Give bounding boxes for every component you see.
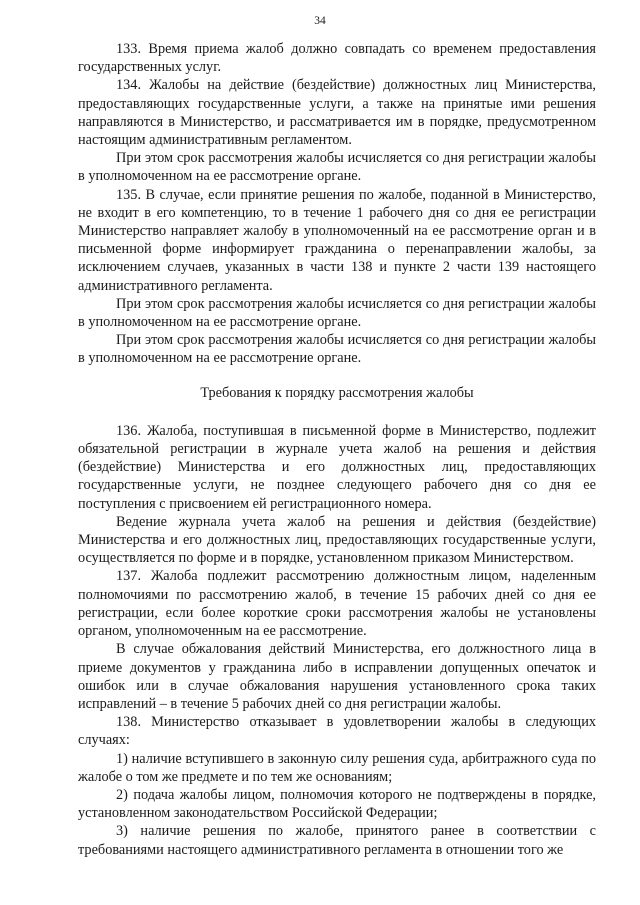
paragraph-135-term-repeat: При этом срок рассмотрения жалобы исчисляется со дня регистрации жалобы в уполномоченном на ее рассмотрение органе. — [78, 332, 596, 367]
paragraph-138-item-1: 1) наличие вступившего в законную силу решения суда, арбитражного суда по жалобе о том же предмете и по тем же основаниям; — [78, 750, 596, 785]
paragraph-135-term: При этом срок рассмотрения жалобы исчисляется со дня регистрации жалобы в уполномоченном на ее рассмотрение органе. — [78, 295, 596, 331]
page-number: 34 — [314, 15, 326, 27]
paragraph-138-item-3: 3) наличие решения по жалобе, принятого ранее в соответствии с требованиями настоящего административного регламента в отношении того же — [78, 823, 596, 858]
paragraph-133: 133. Время приема жалоб должно совпадать со временем предоставления государственных услуг. — [78, 41, 596, 76]
paragraph-137: 137. Жалоба подлежит рассмотрению должностным лицом, наделенным полномочиями по рассмотрению жалоб, в течение 15 рабочих дней со дня ее регистрации, если более короткие сроки рассмотрения жалобы не установлены органом, уполномоченным на ее рассмотрение. — [78, 568, 596, 640]
paragraph-136: 136. Жалоба, поступившая в письменной форме в Министерство, подлежит обязательной регистрации в журнале учета жалоб на решения и действия (бездействие) Министерства и его должностных лиц, предоставляющих государственные услуги, не позднее следующего рабочего дня со дня ее поступления с присвоением ей регистрационного номера. — [78, 422, 596, 512]
paragraph-137-appeal: В случае обжалования действий Министерства, его должностного лица в приеме документов у гражданина либо в исправлении допущенных опечаток и ошибок или в случае обжалования нарушения установленного срока таких исправлений – в течение 5 рабочих дней со дня регистрации жалобы. — [78, 641, 596, 712]
paragraph-135: 135. В случае, если принятие решения по жалобе, поданной в Министерство, не входит в его компетенцию, то в течение 1 рабочего дня со дня ее регистрации Министерство направляет жалобу в уполномоченный на ее рассмотрение орган и в письменной форме информирует гражданина о перенаправлении жалобы, за исключением случаев, указанных в части 138 и пункте 2 части 139 настоящего административного регламента. — [78, 186, 596, 294]
paragraph-136-journal: Ведение журнала учета жалоб на решения и действия (бездействие) Министерства и его должностных лиц, предоставляющих государственные услуги, осуществляется по форме и в порядке, установленном приказом Министерством. — [78, 513, 596, 567]
paragraph-138: 138. Министерство отказывает в удовлетворении жалобы в следующих случаях: — [78, 714, 596, 749]
paragraph-138-item-2: 2) подача жалобы лицом, полномочия которого не подтверждены в порядке, установленном законодательством Российской Федерации; — [78, 786, 596, 822]
section-heading: Требования к порядку рассмотрения жалобы — [200, 384, 474, 401]
paragraph-134: 134. Жалобы на действие (бездействие) должностных лиц Министерства, предоставляющих государственные услуги, а также на принятые ими решения направляются в Министерство, и рассматривается им в порядке, предусмотренном настоящим административным регламентом. — [78, 77, 596, 149]
document-body — [78, 40, 596, 859]
paragraph-134-term: При этом срок рассмотрения жалобы исчисляется со дня регистрации жалобы в уполномоченном на ее рассмотрение органе. — [78, 150, 596, 185]
